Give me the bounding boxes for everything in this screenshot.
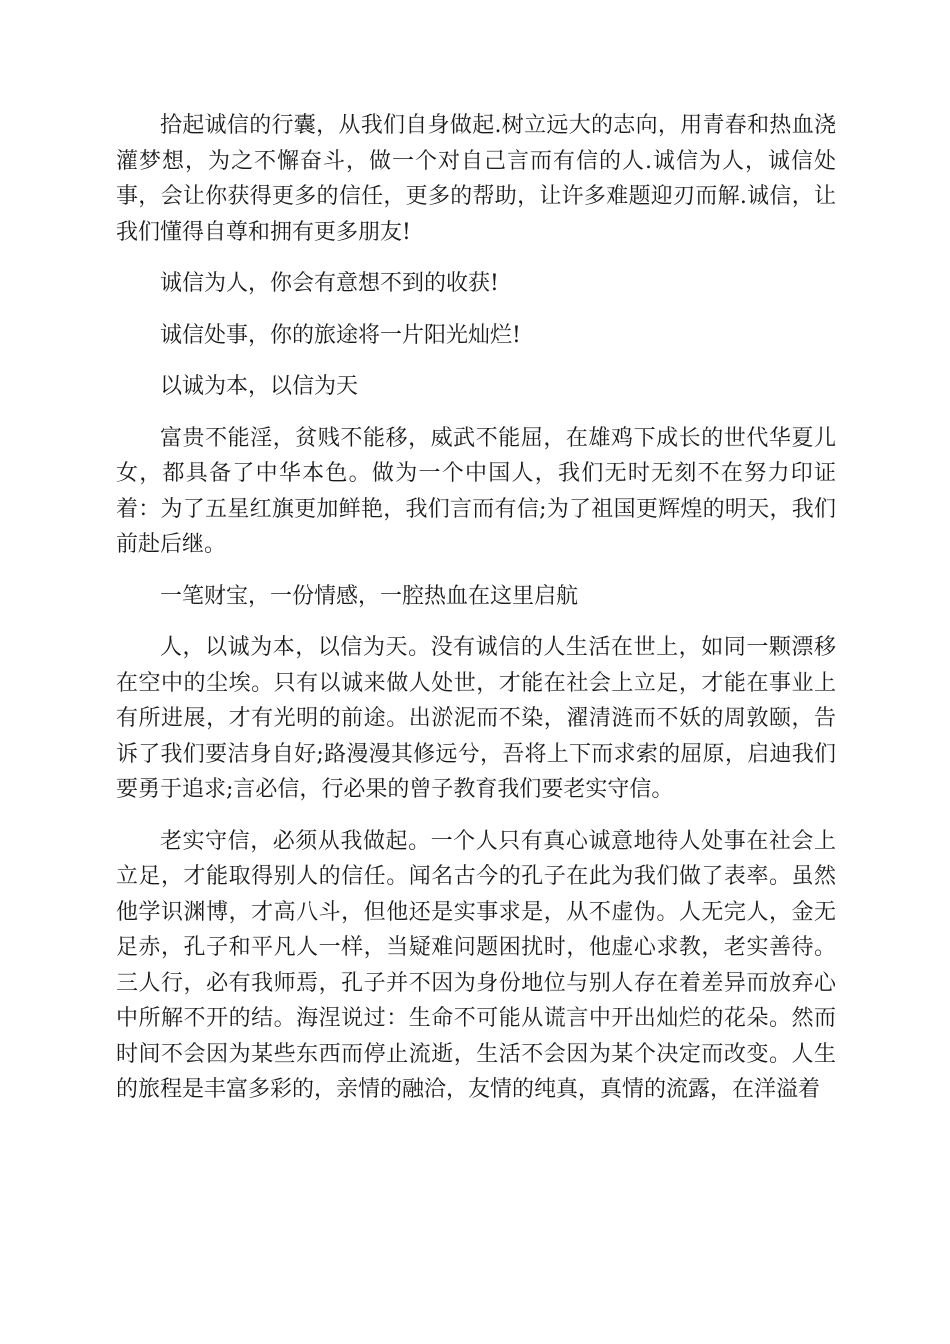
paragraph-chinese-character: 富贵不能淫，贫贱不能移，威武不能屈，在雄鸡下成长的世代华夏儿女，都具备了中华本色。做为一个中国人，我们无时无刻不在努力印证着：为了五星红旗更加鲜艳，我们言而有信;为了祖国更辉煌的明天，我们前赴后继。 (116, 425, 836, 557)
section-heading-treasure: 一笔财宝，一份情感，一腔热血在这里启航 (160, 583, 579, 609)
paragraph-sincerity-foundation: 人，以诚为本，以信为天。没有诚信的人生活在世上，如同一颗漂移在空中的尘埃。只有以诚来做人处世，才能在社会上立足，才能在事业上有所进展，才有光明的前途。出淤泥而不染，濯清涟而不妖的周敦颐，告诉了我们要洁身自好;路漫漫其修远兮，吾将上下而求索的屈原，启迪我们要勇于追求;言必信，行必果的曾子教育我们要老实守信。 (116, 635, 836, 802)
section-heading-sincerity: 以诚为本，以信为天 (160, 374, 359, 399)
paragraph-integrity-person: 诚信为人，你会有意想不到的收获! (160, 271, 499, 296)
document-body (116, 108, 836, 1124)
paragraph-integrity-affairs: 诚信处事，你的旅途将一片阳光灿烂! (160, 322, 521, 348)
paragraph-integrity-journey: 拾起诚信的行囊，从我们自身做起.树立远大的志向，用青春和热血浇灌梦想，为之不懈奋斗，做一个对自己言而有信的人.诚信为人，诚信处事，会让你获得更多的信任，更多的帮助，让许多难题迎刃而解.诚信，让我们懂得自尊和拥有更多朋友! (116, 113, 836, 245)
paragraph-honesty-confucius: 老实守信，必须从我做起。一个人只有真心诚意地待人处事在社会上立足，才能取得别人的信任。闻名古今的孔子在此为我们做了表率。虽然他学识渊博，才高八斗，但他还是实事求是，从不虚伪。人无完人，金无足赤，孔子和平凡人一样，当疑难问题困扰时，他虚心求教，老实善待。三人行，必有我师焉，孔子并不因为身份地位与别人存在着差异而放弃心中所解不开的结。海涅说过：生命不可能从谎言中开出灿烂的花朵。然而时间不会因为某些东西而停止流逝，生活不会因为某个决定而改变。人生的旅程是丰富多彩的，亲情的融洽，友情的纯真，真情的流露，在洋溢着 (116, 828, 836, 1102)
